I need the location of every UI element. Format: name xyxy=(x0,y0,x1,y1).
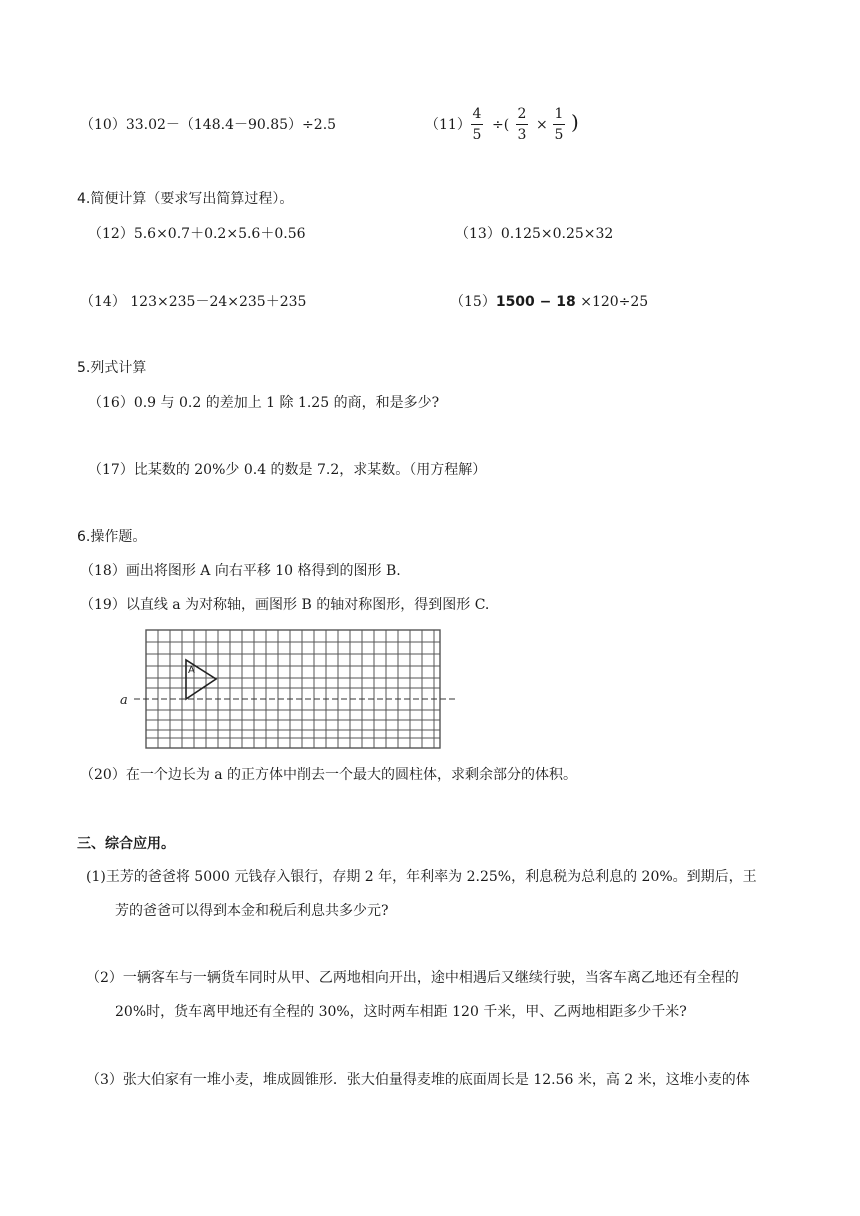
problem-10: （10）33.02－（148.4－90.85）÷2.5 xyxy=(80,117,337,133)
grid-lines xyxy=(146,630,440,748)
application-3-line-1: （3）张大伯家有一堆小麦，堆成圆锥形．张大伯量得麦堆的底面周长是 12.56 米，高 2 米，这堆小麦的体 xyxy=(86,1072,750,1088)
section-3-heading: 三、综合应用。 xyxy=(77,836,175,852)
problem-14: （14） 123×235－24×235＋235 xyxy=(80,294,307,310)
section-5-heading: 5.列式计算 xyxy=(77,360,147,376)
application-2-line-1: （2）一辆客车与一辆货车同时从甲、乙两地相向开出，途中相遇后又继续行驶，当客车离乙地还有全程的 xyxy=(86,970,739,986)
problem-19: （19）以直线 a 为对称轴，画图形 B 的轴对称图形，得到图形 C. xyxy=(80,597,490,613)
section-6-heading: 6.操作题。 xyxy=(77,529,147,545)
axis-label-a: a xyxy=(120,693,128,708)
fraction-1-5: 1 5 xyxy=(554,106,564,143)
problem-17: （17）比某数的 20%少 0.4 的数是 7.2，求某数。（用方程解） xyxy=(88,462,487,478)
application-1-line-2: 芳的爸爸可以得到本金和税后利息共多少元? xyxy=(115,903,389,919)
problem-18: （18）画出将图形 A 向右平移 10 格得到的图形 B. xyxy=(80,563,401,579)
fraction-2-3: 2 3 xyxy=(517,106,527,143)
application-2-line-2: 20%时，货车离甲地还有全程的 30%，这时两车相距 120 千米，甲、乙两地相距多少千米? xyxy=(115,1004,687,1020)
problem-11-label: （11） xyxy=(425,117,471,133)
problem-13: （13）0.125×0.25×32 xyxy=(455,226,614,242)
problem-12: （12）5.6×0.7＋0.2×5.6＋0.56 xyxy=(88,226,306,242)
problem-20: （20）在一个边长为 a 的正方体中削去一个最大的圆柱体，求剩余部分的体积。 xyxy=(80,767,578,783)
section-4-heading: 4.简便计算（要求写出简算过程）。 xyxy=(77,191,294,207)
fraction-4-5: 4 5 xyxy=(472,106,482,143)
times-sign: × xyxy=(536,117,548,133)
problem-16: （16）0.9 与 0.2 的差加上 1 除 1.25 的商，和是多少? xyxy=(88,395,440,411)
close-paren: ) xyxy=(571,110,579,134)
problem-15: （15）1500 − 18 ×120÷25 xyxy=(450,294,649,310)
shape-label-a: A xyxy=(188,665,195,676)
divide-open-paren: ÷( xyxy=(492,117,510,133)
application-1-line-1: (1)王芳的爸爸将 5000 元钱存入银行，存期 2 年，年利率为 2.25%，利息税为总利息的 20%。到期后，王 xyxy=(86,869,757,885)
grid-figure xyxy=(118,626,463,754)
